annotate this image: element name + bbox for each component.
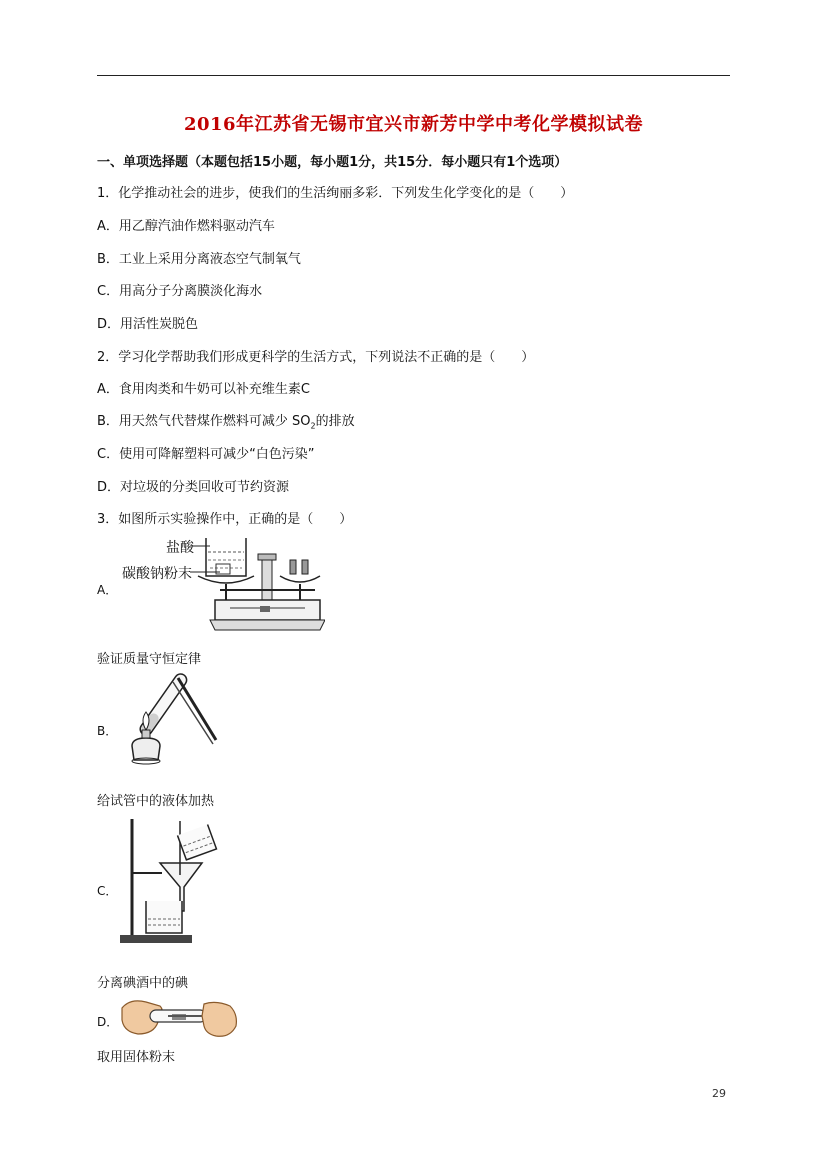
q2-stem: 2．学习化学帮助我们形成更科学的生活方式，下列说法不正确的是（ ）: [97, 350, 535, 365]
filtration-illustration: [118, 815, 218, 947]
q1-stem: 1．化学推动社会的进步，使我们的生活绚丽多彩．下列发生化学变化的是（ ）: [97, 186, 574, 201]
test-tube-heating-illustration: [118, 668, 220, 768]
q3-option-c-caption: 分离碘酒中的碘: [97, 976, 189, 991]
q1-option-b: B．工业上采用分离液态空气制氧气: [97, 252, 301, 267]
q2-option-b-sub: 2: [310, 421, 316, 431]
q2-option-b-post: 的排放: [315, 414, 355, 429]
q1-option-d: D．用活性炭脱色: [97, 317, 199, 332]
q1-option-a: A．用乙醇汽油作燃料驱动汽车: [97, 219, 275, 234]
q3-option-b-label: B．: [97, 724, 118, 738]
solid-powder-illustration: [120, 996, 240, 1040]
q2-option-c: C．使用可降解塑料可减少“白色污染”: [97, 447, 315, 462]
balance-illustration: [120, 530, 325, 633]
q3-option-b-caption: 给试管中的液体加热: [97, 794, 215, 809]
page-title: 2016年江苏省无锡市宜兴市新芳中学中考化学模拟试卷: [183, 114, 644, 135]
header-rule: [97, 75, 730, 76]
q3-option-a-caption: 验证质量守恒定律: [97, 652, 202, 667]
q3-option-c-label: C．: [97, 884, 118, 898]
q1-option-c: C．用高分子分离膜淡化海水: [97, 284, 263, 299]
section-heading: 一、单项选择题（本题包括15小题，每小题1分，共15分．每小题只有1个选项）: [97, 155, 568, 170]
q2-option-a: A．食用肉类和牛奶可以补充维生素C: [97, 382, 310, 397]
q3-option-d-caption: 取用固体粉末: [97, 1050, 176, 1065]
label-sodium-carbonate: 碳酸钠粉末: [122, 566, 192, 582]
q3-stem: 3．如图所示实验操作中，正确的是（ ）: [97, 512, 353, 527]
q2-option-d: D．对垃圾的分类回收可节约资源: [97, 480, 290, 495]
q3-option-a-label: A．: [97, 583, 118, 597]
q2-option-b-pre: B．用天然气代替煤作燃料可减少 SO: [97, 414, 311, 429]
q3-option-d-label: D．: [97, 1015, 119, 1029]
page-number: 29: [712, 1087, 726, 1100]
label-hydrochloric-acid: 盐酸: [166, 540, 194, 556]
q2-option-b: [97, 410, 355, 431]
